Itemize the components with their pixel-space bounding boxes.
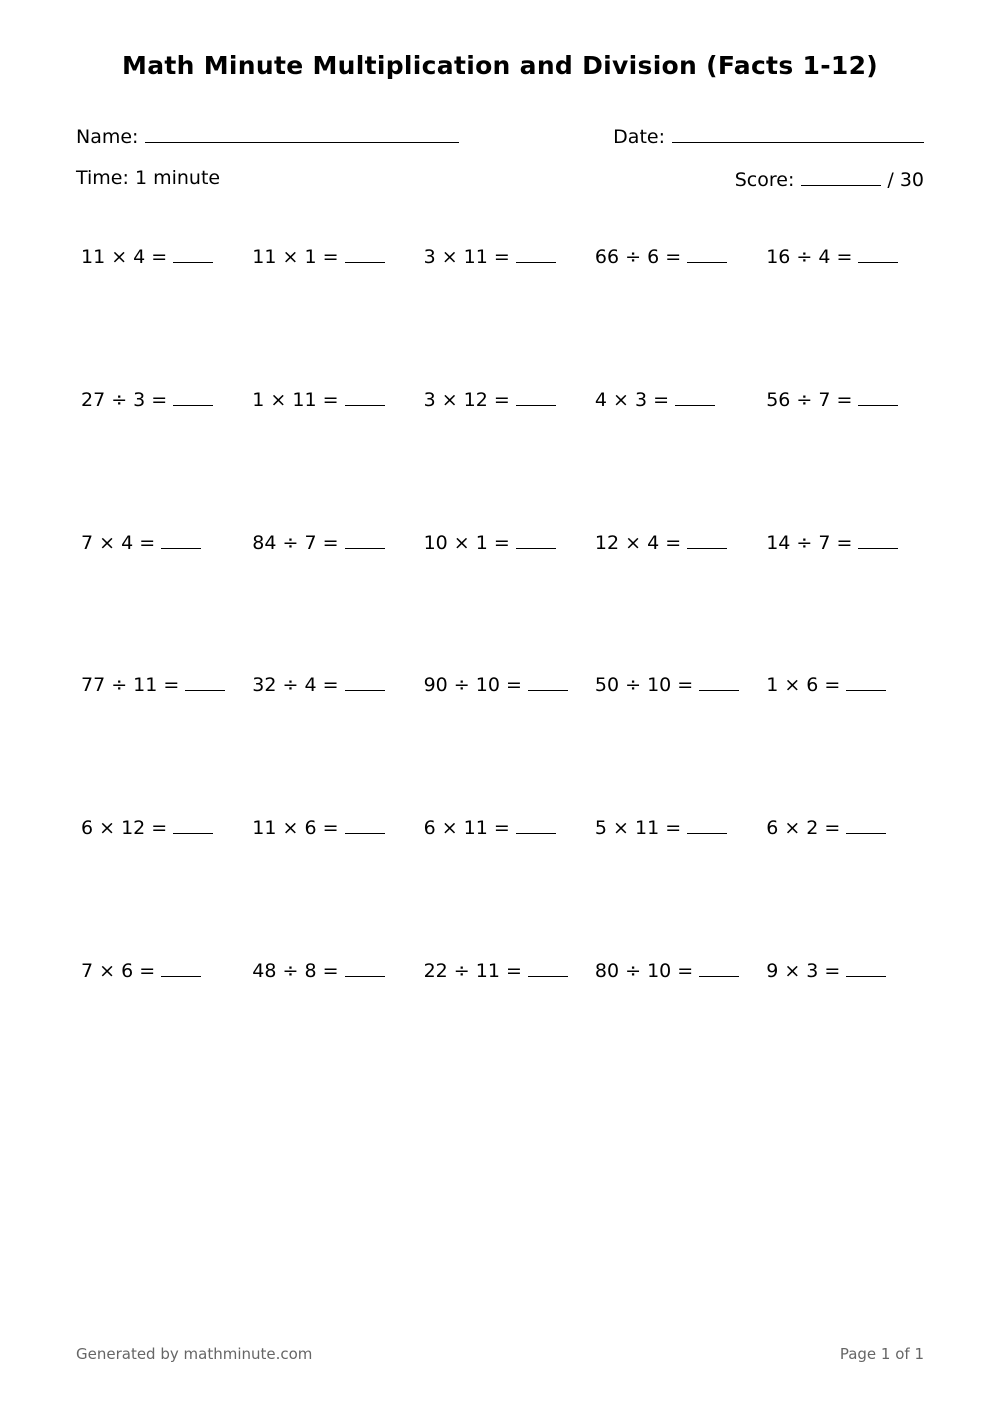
answer-blank[interactable] [858, 387, 898, 406]
problem-expression: 84 ÷ 7 = [252, 531, 339, 554]
problem-expression: 7 × 4 = [81, 531, 156, 554]
answer-blank[interactable] [687, 815, 727, 834]
problem-grid [81, 240, 941, 1097]
problem [81, 526, 252, 669]
answer-blank[interactable] [858, 244, 898, 263]
answer-blank[interactable] [345, 244, 385, 263]
answer-blank[interactable] [161, 530, 201, 549]
problem-expression: 50 ÷ 10 = [594, 674, 694, 697]
problem [595, 954, 766, 1097]
footer-generated-by: Generated by mathminute.com [76, 1345, 313, 1363]
problem-expression: 4 × 3 = [594, 388, 670, 411]
problem-expression: 27 ÷ 3 = [81, 388, 168, 411]
problem [252, 526, 423, 669]
problem [252, 240, 423, 383]
answer-blank[interactable] [173, 387, 213, 406]
problem-expression: 7 × 6 = [81, 959, 156, 982]
problem [81, 383, 252, 526]
problem [595, 811, 766, 954]
answer-blank[interactable] [858, 530, 898, 549]
problem-expression: 11 × 1 = [252, 246, 339, 268]
problem [81, 668, 252, 811]
problem-expression: 80 ÷ 10 = [594, 959, 694, 982]
answer-blank[interactable] [185, 672, 225, 691]
problem-expression: 11 × 6 = [252, 817, 339, 840]
answer-blank[interactable] [173, 815, 213, 834]
answer-blank[interactable] [161, 958, 201, 977]
problem-expression: 56 ÷ 7 = [766, 388, 853, 411]
problem-row [81, 811, 941, 954]
score-label: Score: [734, 169, 795, 191]
problem [424, 383, 595, 526]
problem-expression: 14 ÷ 7 = [766, 531, 853, 554]
problem-expression: 6 × 2 = [766, 817, 841, 840]
problem-expression: 3 × 12 = [423, 388, 510, 411]
problem-expression: 12 × 4 = [594, 531, 682, 554]
answer-blank[interactable] [516, 387, 556, 406]
answer-blank[interactable] [516, 530, 556, 549]
answer-blank[interactable] [687, 244, 727, 263]
answer-blank[interactable] [846, 815, 886, 834]
problem [81, 954, 252, 1097]
problem [766, 240, 937, 383]
problem [766, 811, 937, 954]
problem [252, 954, 423, 1097]
date-label: Date: [613, 126, 665, 148]
answer-blank[interactable] [699, 958, 739, 977]
footer-page-info: Page 1 of 1 [839, 1345, 924, 1363]
problem-row [81, 668, 941, 811]
answer-blank[interactable] [345, 387, 385, 406]
problem-expression: 48 ÷ 8 = [252, 959, 339, 982]
problem [252, 668, 423, 811]
problem [424, 668, 595, 811]
answer-blank[interactable] [699, 672, 739, 691]
problem-expression: 9 × 3 = [766, 959, 841, 982]
answer-blank[interactable] [516, 244, 556, 263]
score-total: / 30 [887, 169, 924, 191]
problem [424, 240, 595, 383]
problem [595, 526, 766, 669]
problem-expression: 77 ÷ 11 = [81, 674, 180, 697]
problem [766, 383, 937, 526]
problem-expression: 1 × 11 = [252, 388, 339, 411]
page-title: Math Minute Multiplication and Division (Facts 1-12) [122, 51, 878, 80]
answer-blank[interactable] [528, 672, 568, 691]
problem-expression: 3 × 11 = [423, 246, 510, 268]
problem [424, 954, 595, 1097]
score-field [735, 165, 924, 193]
answer-blank[interactable] [345, 815, 385, 834]
answer-blank[interactable] [687, 530, 727, 549]
problem-expression: 90 ÷ 10 = [423, 674, 522, 697]
problem-expression: 11 × 4 = [81, 246, 168, 268]
problem [595, 668, 766, 811]
problem-expression: 66 ÷ 6 = [594, 246, 682, 268]
problem-row [81, 526, 941, 669]
problem [424, 526, 595, 669]
problem-expression: 10 × 1 = [423, 531, 510, 554]
problem [766, 668, 937, 811]
problem-expression: 22 ÷ 11 = [423, 959, 522, 982]
time-limit: Time: 1 minute [76, 167, 221, 189]
answer-blank[interactable] [846, 672, 886, 691]
problem [595, 383, 766, 526]
problem [766, 526, 937, 669]
problem-row [81, 240, 941, 383]
problem-expression: 6 × 12 = [81, 817, 168, 840]
problem [81, 811, 252, 954]
problem-expression: 32 ÷ 4 = [252, 674, 339, 697]
answer-blank[interactable] [345, 530, 385, 549]
problem-expression: 6 × 11 = [423, 817, 510, 840]
date-field [613, 122, 924, 150]
problem [424, 811, 595, 954]
problem [766, 954, 937, 1097]
problem-row [81, 383, 941, 526]
answer-blank[interactable] [345, 672, 385, 691]
problem-expression: 1 × 6 = [766, 674, 841, 697]
answer-blank[interactable] [516, 815, 556, 834]
problem-expression: 16 ÷ 4 = [766, 246, 853, 268]
answer-blank[interactable] [345, 958, 385, 977]
name-blank[interactable] [145, 122, 459, 143]
name-label: Name: [76, 126, 139, 148]
problem [252, 811, 423, 954]
problem [81, 240, 252, 383]
answer-blank[interactable] [528, 958, 568, 977]
problem [252, 383, 423, 526]
score-blank[interactable] [801, 165, 881, 186]
problem [595, 240, 766, 383]
name-field [76, 122, 459, 150]
problem-row [81, 954, 941, 1097]
answer-blank[interactable] [173, 244, 213, 263]
answer-blank[interactable] [846, 958, 886, 977]
date-blank[interactable] [672, 122, 924, 143]
answer-blank[interactable] [675, 387, 715, 406]
problem-expression: 5 × 11 = [594, 817, 682, 840]
